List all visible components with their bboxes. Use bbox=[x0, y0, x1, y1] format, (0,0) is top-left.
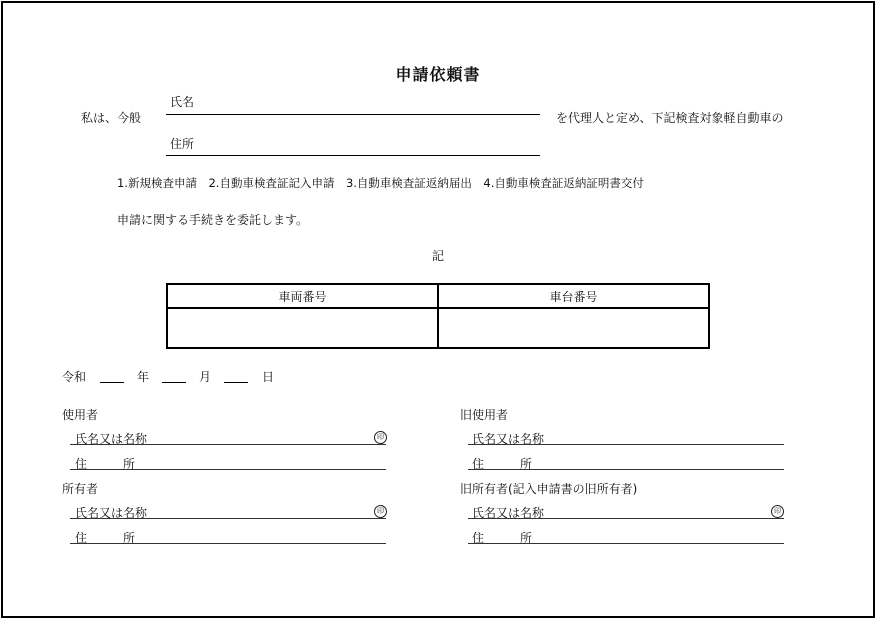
former-user-heading: 旧使用者 bbox=[460, 408, 509, 422]
intro-prefix: 私は、今般 bbox=[81, 111, 142, 125]
date-day-label: 日 bbox=[262, 370, 275, 384]
former-user-name-field[interactable] bbox=[468, 444, 784, 445]
former-user-address-label: 住 所 bbox=[472, 457, 533, 471]
date-year-field[interactable] bbox=[100, 382, 124, 383]
former-owner-address-label: 住 所 bbox=[472, 531, 533, 545]
user-address-label: 住 所 bbox=[75, 457, 136, 471]
owner-address-label: 住 所 bbox=[75, 531, 136, 545]
owner-name-label: 氏名又は名称 bbox=[75, 506, 148, 520]
owner-name-field[interactable] bbox=[70, 518, 386, 519]
former-owner-seal-icon: 印 bbox=[771, 505, 784, 518]
owner-heading: 所有者 bbox=[62, 482, 99, 496]
former-owner-name-field[interactable] bbox=[468, 518, 784, 519]
vehicle-number-cell[interactable] bbox=[167, 308, 438, 348]
date-month-field[interactable] bbox=[162, 382, 186, 383]
ki-heading: 記 bbox=[432, 249, 445, 263]
user-seal-icon: 印 bbox=[374, 431, 387, 444]
agent-address-field[interactable] bbox=[166, 155, 540, 156]
agent-name-label: 氏名 bbox=[170, 95, 195, 109]
owner-seal-icon: 印 bbox=[374, 505, 387, 518]
vehicle-number-header: 車両番号 bbox=[167, 284, 438, 308]
former-user-address-field[interactable] bbox=[468, 469, 784, 470]
former-user-name-label: 氏名又は名称 bbox=[472, 432, 545, 446]
agent-address-label: 住所 bbox=[170, 137, 195, 151]
procedure-list: 1.新規検査申請 2.自動車検査証記入申請 3.自動車検査証返納届出 4.自動車検査証返納証明書交付 bbox=[117, 176, 644, 190]
former-owner-name-label: 氏名又は名称 bbox=[472, 506, 545, 520]
owner-address-field[interactable] bbox=[70, 543, 386, 544]
former-owner-address-field[interactable] bbox=[468, 543, 784, 544]
user-name-label: 氏名又は名称 bbox=[75, 432, 148, 446]
former-owner-heading: 旧所有者(記入申請書の旧所有者) bbox=[460, 482, 638, 496]
document-title: 申請依頼書 bbox=[395, 65, 481, 84]
chassis-number-header: 車台番号 bbox=[438, 284, 709, 308]
date-day-field[interactable] bbox=[224, 382, 248, 383]
date-year-label: 年 bbox=[137, 370, 150, 384]
intro-suffix: を代理人と定め、下記検査対象軽自動車の bbox=[556, 111, 784, 125]
date-month-label: 月 bbox=[199, 370, 212, 384]
user-heading: 使用者 bbox=[62, 408, 99, 422]
agent-name-field[interactable] bbox=[166, 114, 540, 115]
date-era: 令和 bbox=[62, 370, 87, 384]
delegation-text: 申請に関する手続きを委託します。 bbox=[117, 213, 309, 227]
vehicle-table bbox=[166, 283, 710, 349]
user-address-field[interactable] bbox=[70, 469, 386, 470]
user-name-field[interactable] bbox=[70, 444, 386, 445]
chassis-number-cell[interactable] bbox=[438, 308, 709, 348]
